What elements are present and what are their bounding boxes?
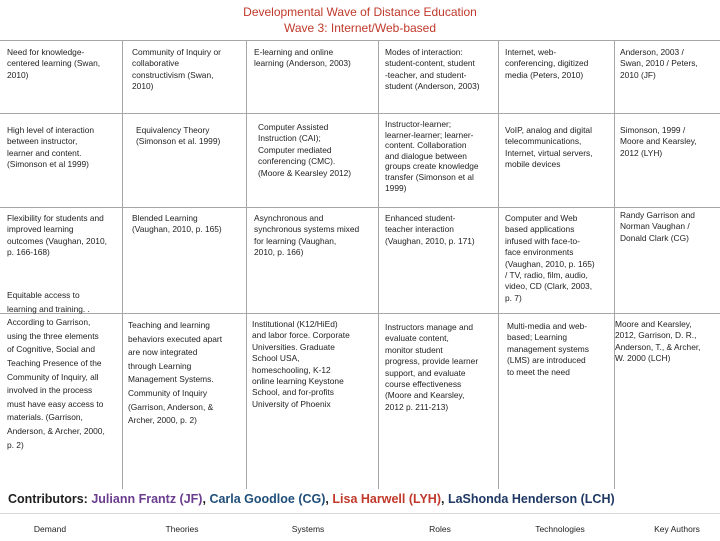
table-cell-demand-1: Need for knowledge- centered learning (Swan, 2010): [7, 47, 101, 80]
nav-link-demand[interactable]: Demand: [33, 524, 67, 534]
contributor-lyh: Lisa Harwell (LYH): [332, 492, 441, 506]
table-cell-authors-4: Moore and Kearsley, 2012, Garrison, D. R., Anderson, T., & Archer, W. 2000 (LCH): [615, 319, 701, 364]
table-cell-roles-2: Instructor-learner; learner-learner; learner- content. Collaboration and dialogue between groups create knowledge transfer (Simonson et al 1999): [385, 119, 479, 193]
nav-link-systems[interactable]: Systems: [291, 524, 325, 534]
table-cell-systems-4: Institutional (K12/HiEd) and labor force. Corporate Universities. Graduate School USA, homeschooling, K-12 online learning Keystone School, and for-profits University of Phoenix: [252, 319, 350, 409]
nav-link-key-authors[interactable]: Key Authors: [654, 524, 700, 534]
table-cell-systems-3: Asynchronous and synchronous systems mixed for learning (Vaughan, 2010, p. 166): [254, 213, 360, 258]
table-cell-technologies-2: VoIP, analog and digital telecommunications, Internet, virtual servers, mobile devices: [505, 125, 593, 170]
wave-table: [0, 40, 720, 489]
table-cell-demand-4: Equitable access to learning and training. . According to Garrison, using the three elements of Cognitive, Social and Teaching Presence of the Community of Inquiry, all involved in the process must have easy access to materials. (Garrison, Anderson, & Archer, 2000, p. 2): [7, 290, 105, 450]
table-cell-authors-1: Anderson, 2003 / Swan, 2010 / Peters, 2010 (JF): [620, 47, 698, 80]
contributors-label: Contributors:: [8, 492, 88, 506]
table-cell-theories-3: Blended Learning (Vaughan, 2010, p. 165): [132, 213, 222, 235]
contributor-jf: Juliann Frantz (JF): [91, 492, 203, 506]
nav-link-theories[interactable]: Theories: [165, 524, 199, 534]
table-cell-theories-4: Teaching and learning behaviors executed apart are now integrated through Learning Management Systems. Community of Inquiry (Garrison, Anderson, & Archer, 2000, p. 2): [128, 320, 223, 426]
nav-link-technologies[interactable]: Technologies: [535, 524, 585, 534]
table-cell-technologies-1: Internet, web- conferencing, digitized media (Peters, 2010): [505, 47, 589, 80]
page-title: Developmental Wave of Distance Education: [243, 5, 477, 19]
table-cell-roles-1: Modes of interaction: student-content, student -teacher, and student- student (Anderson, 2003): [385, 47, 480, 92]
table-cell-theories-2: Equivalency Theory (Simonson et al. 1999): [136, 125, 221, 147]
table-cell-roles-4: Instructors manage and evaluate content, monitor student progress, provide learner support, and evaluate course effectiveness (Moore and Kearsley, 2012 p. 211-213): [385, 322, 479, 412]
footer-nav: [0, 513, 720, 541]
table-cell-technologies-4: Multi-media and web- based; Learning management systems (LMS) are introduced to meet the need: [507, 321, 589, 377]
table-cell-technologies-3: Computer and Web based applications infused with face-to- face environments (Vaughan, 2010, p. 165) / TV, radio, film, audio, video, CD (Clark, 2003, p. 7): [505, 213, 595, 303]
table-cell-demand-3: Flexibility for students and improved learning outcomes (Vaughan, 2010, p. 166-168): [7, 213, 107, 258]
table-cell-authors-2: Simonson, 1999 / Moore and Kearsley, 2012 (LYH): [620, 125, 697, 158]
contributor-cg: Carla Goodloe (CG): [209, 492, 326, 506]
table-cell-systems-1: E-learning and online learning (Anderson, 2003): [254, 47, 351, 69]
table-cell-systems-2: Computer Assisted Instruction (CAI); Computer mediated conferencing (CMC). (Moore & Kearsley 2012): [258, 122, 352, 178]
table-cell-authors-3: Randy Garrison and Norman Vaughan / Donald Clark (CG): [620, 210, 695, 243]
contributor-lch: LaShonda Henderson (LCH): [447, 492, 615, 506]
table-cell-demand-2: High level of interaction between instructor, learner and content. (Simonson et al 1999): [7, 125, 95, 170]
page-subtitle: Wave 3: Internet/Web-based: [283, 21, 437, 35]
nav-link-roles[interactable]: Roles: [429, 524, 451, 534]
table-cell-roles-3: Enhanced student- teacher interaction (Vaughan, 2010, p. 171): [385, 213, 475, 246]
contributors-line: Contributors: Juliann Frantz (JF), Carla Goodloe (CG), Lisa Harwell (LYH), LaShonda Henderson (LCH): [8, 492, 615, 506]
table-cell-theories-1: Community of Inquiry or collaborative constructivism (Swan, 2010): [132, 47, 221, 92]
